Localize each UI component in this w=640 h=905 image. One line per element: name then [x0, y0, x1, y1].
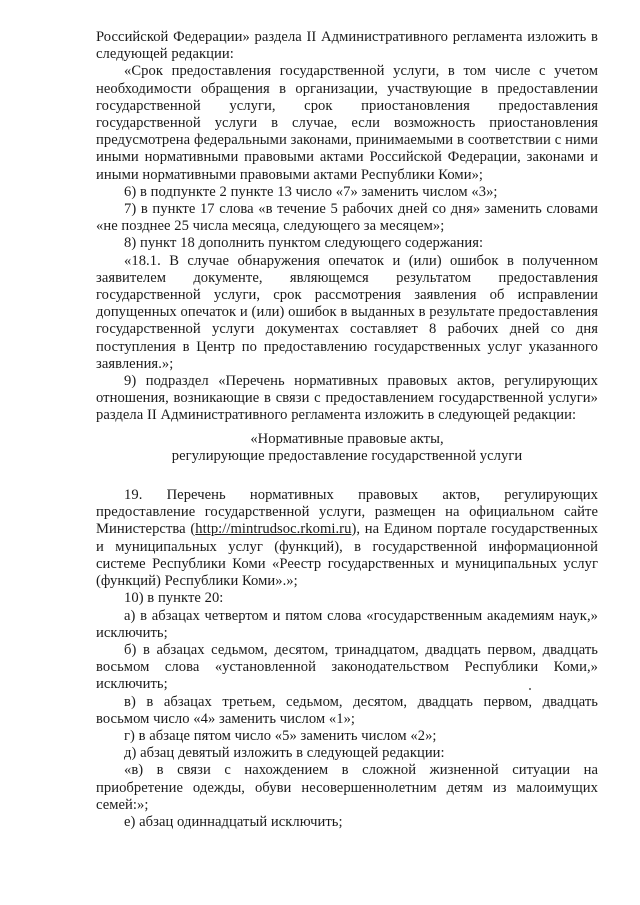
paragraph-item-10: 10) в пункте 20:: [124, 590, 224, 607]
document-body: [96, 29, 598, 831]
paragraph-quoted-subitem-v: «в) в связи с нахождением в сложной жизненной ситуации на приобретение одежды, обуви несовершеннолетним детям из малоимущих семей:»;: [96, 762, 598, 813]
paragraph-subitem-a: а) в абзацах четвертом и пятом слова «государственным академиям наук,» исключить;: [96, 607, 598, 641]
paragraph-subitem-e: е) абзац одиннадцатый исключить;: [124, 813, 343, 830]
paragraph-subitem-b: б) в абзацах седьмом, десятом, тринадцатом, двадцать первом, двадцать восьмом слова «установленной законодательством Республики Коми,» исключить;: [96, 641, 598, 693]
paragraph-item-9: 9) подраздел «Перечень нормативных правовых актов, регулирующих отношения, возникающие в связи с предоставлением государственной услуги» раздела II Административного регламента изложить в следующей редакции:: [96, 373, 598, 424]
paragraph-item-8: 8) пункт 18 дополнить пунктом следующего содержания:: [124, 235, 484, 252]
spacer: [96, 465, 598, 487]
paragraph-item-18-1: «18.1. В случае обнаружения опечаток и (или) ошибок в полученном заявителем документе, являющемся результатом предоставления государственной услуги, срок рассмотрения заявления об исправлении допущенных опечаток и (или) ошибок в выданных в результате предоставления государственной услуги документах составляет 8 рабочих дней со дня поступления в Центр по предоставлению государственных услуг указанного заявления.»;: [96, 252, 598, 372]
paragraph-item-19-text-start: 19. Перечень нормативных правовых актов, регулирующих предоставление государственной услуги, размещен на официальном сайте Министерства (: [96, 487, 598, 538]
paragraph-subitem-g: г) в абзаце пятом число «5» заменить числом «2»;: [124, 727, 437, 744]
paragraph-item-19-text-end: ), на Едином портале государственных и муниципальных услуг (функций), в государственной информационной системе Республики Коми «Реестр государственных и муниципальных услуг (функций) Республики Коми».»;: [96, 521, 598, 590]
paragraph-subitem-d: д) абзац девятый изложить в следующей редакции:: [124, 745, 445, 762]
paragraph-continuation: Российской Федерации» раздела II Административного регламента изложить в следующей редакции:: [96, 29, 598, 63]
paragraph-quoted-title: «Срок предоставления государственной услуги, в том числе с учетом необходимости обращения в организации, участвующие в предоставлении государственной услуги, срок приостановления предоставления государственной услуги в случае, если возможность приостановления предусмотрена федеральными законами, принимаемыми в соответствии с ними иными нормативными правовыми актами Российской Федерации, законами и иными нормативными правовыми актами Республики Коми»;: [96, 63, 598, 183]
scan-speck: [529, 688, 531, 690]
ministry-website-link[interactable]: http://mintrudsoc.rkomi.ru: [195, 521, 352, 538]
paragraph-item-6: 6) в подпункте 2 пункте 13 число «7» заменить числом «3»;: [124, 183, 498, 200]
section-heading-line-2: регулирующие предоставление государственной услуги: [171, 447, 523, 464]
section-heading-line-1: «Нормативные правовые акты,: [250, 430, 444, 447]
paragraph-item-7: 7) в пункте 17 слова «в течение 5 рабочих дней со дня» заменить словами «не позднее 25 числа месяца, следующего за месяцем»;: [96, 201, 598, 235]
paragraph-subitem-v: в) в абзацах третьем, седьмом, десятом, двадцать первом, двадцать восьмом число «4» заменить числом «1»;: [96, 693, 598, 727]
paragraph-item-19: [96, 487, 598, 590]
